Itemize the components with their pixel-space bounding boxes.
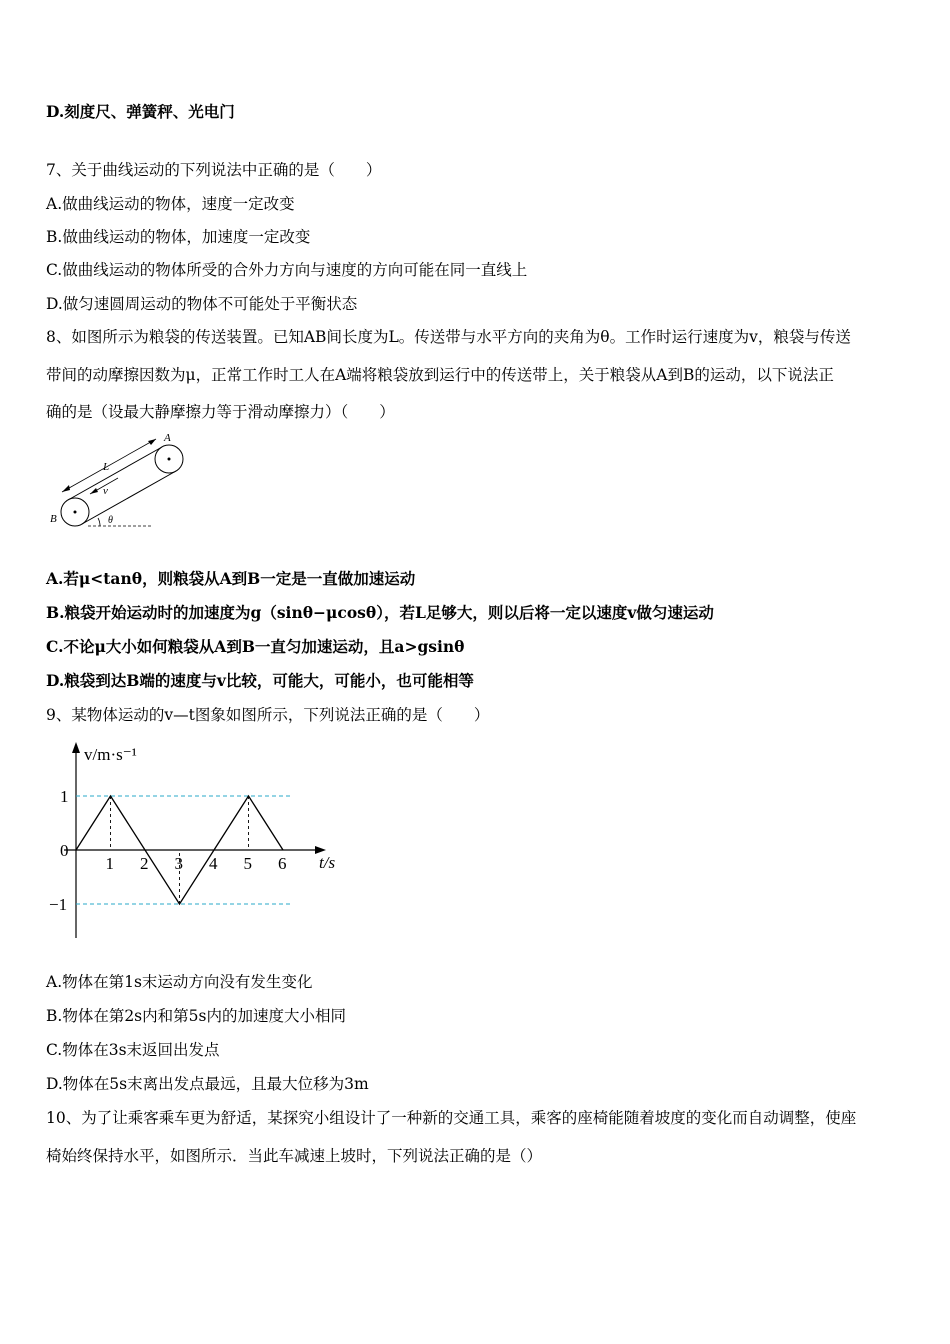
x-tick-label: 5 bbox=[243, 854, 252, 873]
label-l: L bbox=[103, 461, 110, 473]
q7-stem: 7、关于曲线运动的下列说法中正确的是（ ） bbox=[46, 161, 382, 179]
belt-bottom bbox=[82, 471, 176, 524]
conveyor-figure bbox=[44, 426, 194, 536]
x-tick-label: 1 bbox=[105, 854, 114, 873]
q7-option-d: D.做匀速圆周运动的物体不可能处于平衡状态 bbox=[46, 295, 358, 313]
y-tick-label: 1 bbox=[60, 787, 69, 806]
label-a: A bbox=[164, 432, 171, 444]
q8-stem-line3: 确的是（设最大静摩擦力等于滑动摩擦力）（ ） bbox=[46, 403, 395, 421]
y-tick-label: 0 bbox=[60, 841, 69, 860]
q8-option-c: C.不论μ大小如何粮袋从A到B一直匀加速运动，且a>gsinθ bbox=[46, 637, 465, 656]
q10-stem-line1: 10、为了让乘客乘车更为舒适，某探究小组设计了一种新的交通工具，乘客的座椅能随着坡度的变化而自动调整，使座 bbox=[46, 1109, 857, 1127]
label-b: B bbox=[50, 513, 57, 525]
q7-option-a: A.做曲线运动的物体，速度一定改变 bbox=[46, 195, 295, 213]
q7-option-c: C.做曲线运动的物体所受的合外力方向与速度的方向可能在同一直线上 bbox=[46, 261, 528, 279]
x-tick-label: 4 bbox=[209, 854, 218, 873]
y-axis-arrow bbox=[72, 742, 80, 753]
y-axis-label: v/m·s⁻¹ bbox=[84, 745, 137, 764]
x-tick-label: 3 bbox=[174, 854, 183, 873]
x-tick-label: 2 bbox=[140, 854, 149, 873]
q8-option-a: A.若μ<tanθ，则粮袋从A到B一定是一直做加速运动 bbox=[46, 569, 416, 588]
q10-stem-line2: 椅始终保持水平，如图所示．当此车减速上坡时，下列说法正确的是（） bbox=[46, 1147, 543, 1165]
q9-option-d: D.物体在5s末离出发点最远，且最大位移为3m bbox=[46, 1075, 369, 1093]
q9-option-b: B.物体在第2s内和第5s内的加速度大小相同 bbox=[46, 1007, 346, 1025]
x-tick-label: 6 bbox=[278, 854, 287, 873]
label-v: v bbox=[103, 485, 108, 497]
y-tick-label: −1 bbox=[49, 895, 68, 914]
q9-option-c: C.物体在3s末返回出发点 bbox=[46, 1041, 220, 1059]
q9-stem: 9、某物体运动的v—t图象如图所示，下列说法正确的是（ ） bbox=[46, 706, 490, 724]
q7-option-b: B.做曲线运动的物体，加速度一定改变 bbox=[46, 228, 311, 246]
x-axis-label: t/s bbox=[319, 853, 336, 872]
q8-stem-line2: 带间的动摩擦因数为μ，正常工作时工人在A端将粮袋放到运行中的传送带上，关于粮袋从A到B的运动，以下说法正 bbox=[46, 366, 834, 384]
q8-option-b: B.粮袋开始运动时的加速度为g（sinθ−μcosθ），若L足够大，则以后将一定以速度v做匀速运动 bbox=[46, 603, 714, 622]
q8-option-d: D.粮袋到达B端的速度与v比较，可能大，可能小，也可能相等 bbox=[46, 671, 474, 690]
label-theta: θ bbox=[108, 515, 113, 526]
vt-graph bbox=[44, 738, 354, 943]
q9-option-a: A.物体在第1s末运动方向没有发生变化 bbox=[46, 973, 313, 991]
q8-stem-line1: 8、如图所示为粮袋的传送装置。已知AB间长度为L。传送带与水平方向的夹角为θ。工作时运行速度为v，粮袋与传送 bbox=[46, 328, 851, 346]
belt-top bbox=[68, 447, 162, 500]
q6-option-d: D.刻度尺、弹簧秤、光电门 bbox=[46, 102, 235, 121]
